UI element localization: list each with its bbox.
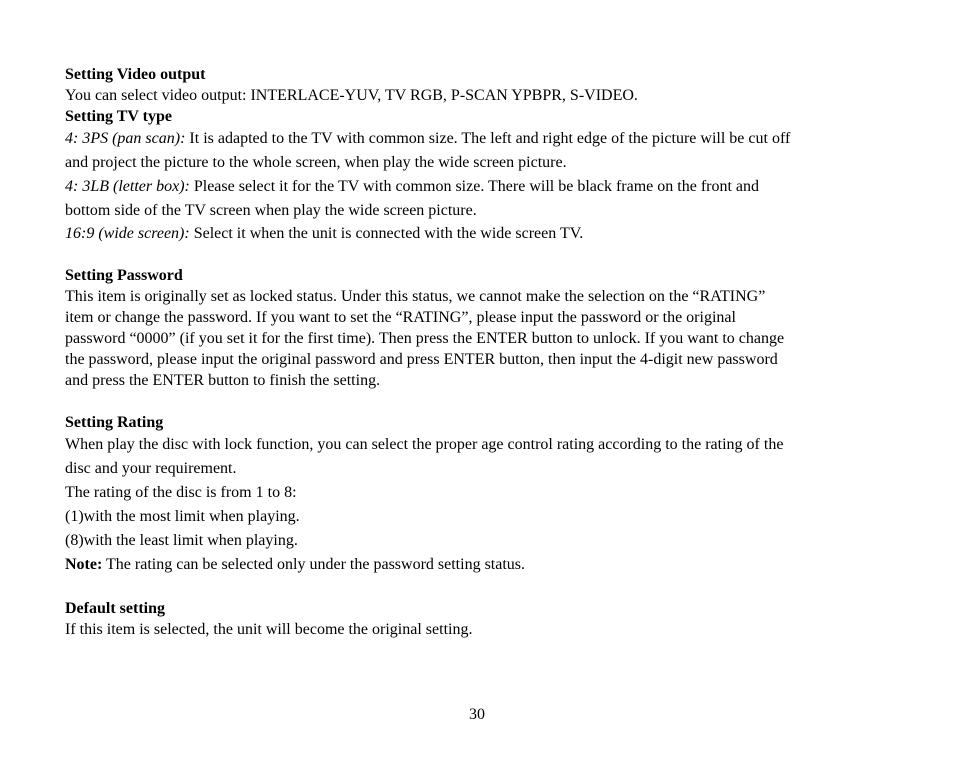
page-number: 30: [469, 706, 485, 723]
heading-tv-type: Setting TV type: [65, 108, 172, 125]
letter-box-text-1: Please select it for the TV with common size. There will be black frame on the front and: [189, 178, 760, 195]
heading-default-setting: Default setting: [65, 600, 165, 617]
spacer: [65, 244, 895, 265]
rating-line-5: (8)with the least limit when playing.: [65, 532, 298, 549]
rating-line-1: When play the disc with lock function, you can select the proper age control rating according to the rating of the: [65, 436, 784, 453]
rating-line-3: The rating of the disc is from 1 to 8:: [65, 484, 297, 501]
tv-type-letter-box: [65, 175, 895, 199]
password-line-5: and press the ENTER button to finish the setting.: [65, 372, 381, 389]
heading-video-output: Setting Video output: [65, 66, 206, 83]
wide-screen-text: Select it when the unit is connected with the wide screen TV.: [189, 225, 584, 242]
rating-note: [65, 553, 895, 577]
password-line-3: password “0000” (if you set it for the first time). Then press the ENTER button to unlock. If you want to change: [65, 330, 785, 347]
rating-line-2: disc and your requirement.: [65, 460, 237, 477]
video-output-text: You can select video output: INTERLACE-YUV, TV RGB, P-SCAN YPBPR, S-VIDEO.: [65, 87, 638, 104]
heading-rating: Setting Rating: [65, 414, 164, 431]
password-line-2: item or change the password. If you want to set the “RATING”, please input the password or the original: [65, 309, 736, 326]
pan-scan-label: 4: 3PS (pan scan):: [65, 130, 186, 147]
spacer: [65, 577, 895, 598]
pan-scan-text-1: It is adapted to the TV with common size. The left and right edge of the picture will be cut off: [185, 130, 791, 147]
note-text: The rating can be selected only under the password setting status.: [102, 556, 526, 573]
password-line-4: the password, please input the original password and press ENTER button, then input the 4-digit new password: [65, 351, 778, 368]
pan-scan-text-2: and project the picture to the whole screen, when play the wide screen picture.: [65, 154, 567, 171]
letter-box-label: 4: 3LB (letter box):: [65, 178, 190, 195]
spacer: [65, 391, 895, 412]
rating-line-4: (1)with the most limit when playing.: [65, 508, 300, 525]
wide-screen-label: 16:9 (wide screen):: [65, 225, 190, 242]
tv-type-pan-scan: [65, 127, 895, 151]
letter-box-text-2: bottom side of the TV screen when play the wide screen picture.: [65, 202, 477, 219]
manual-page: [65, 64, 895, 640]
tv-type-wide: [65, 223, 895, 244]
default-setting-text: If this item is selected, the unit will become the original setting.: [65, 621, 473, 638]
note-label: Note:: [65, 556, 103, 573]
password-line-1: This item is originally set as locked status. Under this status, we cannot make the selection on the “RATING”: [65, 288, 766, 305]
heading-password: Setting Password: [65, 267, 183, 284]
